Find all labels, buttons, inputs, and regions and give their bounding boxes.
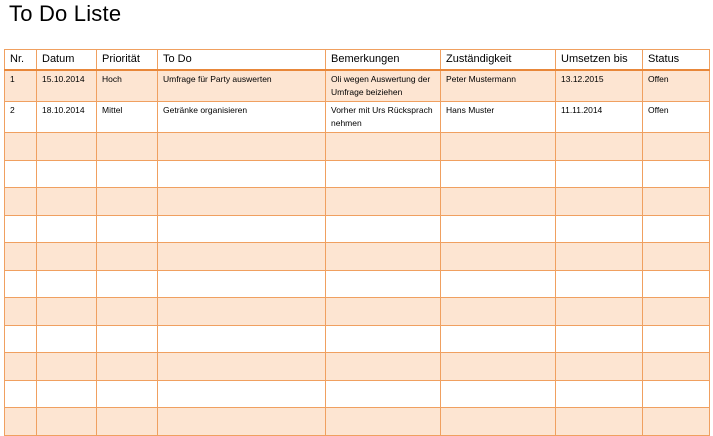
cell-zustaendigkeit[interactable] (441, 298, 556, 326)
cell-nr[interactable]: 2 (5, 102, 37, 133)
cell-status[interactable] (643, 325, 710, 353)
cell-status[interactable] (643, 160, 710, 188)
cell-bemerkungen[interactable] (326, 353, 441, 381)
cell-bemerkungen[interactable]: Vorher mit Urs Rücksprach nehmen (326, 102, 441, 133)
cell-status[interactable] (643, 380, 710, 408)
cell-umsetzen-bis[interactable] (556, 188, 643, 216)
cell-status[interactable] (643, 270, 710, 298)
cell-bemerkungen[interactable] (326, 160, 441, 188)
cell-nr[interactable] (5, 160, 37, 188)
cell-bemerkungen[interactable] (326, 298, 441, 326)
cell-status[interactable]: Offen (643, 70, 710, 102)
cell-todo[interactable]: Getränke organisieren (158, 102, 326, 133)
cell-nr[interactable] (5, 408, 37, 436)
cell-umsetzen-bis[interactable] (556, 408, 643, 436)
cell-bemerkungen[interactable] (326, 188, 441, 216)
empty-table-row[interactable] (5, 215, 710, 243)
cell-zustaendigkeit[interactable] (441, 325, 556, 353)
cell-umsetzen-bis[interactable]: 11.11.2014 (556, 102, 643, 133)
cell-status[interactable] (643, 133, 710, 161)
cell-zustaendigkeit[interactable] (441, 243, 556, 271)
table-row[interactable] (5, 70, 710, 102)
cell-todo[interactable] (158, 160, 326, 188)
cell-datum[interactable] (37, 160, 97, 188)
cell-prioritaet[interactable]: Hoch (97, 70, 158, 102)
cell-umsetzen-bis[interactable] (556, 133, 643, 161)
cell-zustaendigkeit[interactable] (441, 215, 556, 243)
cell-umsetzen-bis[interactable] (556, 270, 643, 298)
cell-prioritaet[interactable] (97, 353, 158, 381)
cell-zustaendigkeit[interactable] (441, 353, 556, 381)
empty-table-row[interactable] (5, 243, 710, 271)
cell-zustaendigkeit[interactable]: Peter Mustermann (441, 70, 556, 102)
cell-zustaendigkeit[interactable] (441, 408, 556, 436)
cell-zustaendigkeit[interactable] (441, 133, 556, 161)
column-header-umsetzen-bis: Umsetzen bis (556, 50, 643, 71)
cell-nr[interactable] (5, 270, 37, 298)
cell-prioritaet[interactable] (97, 215, 158, 243)
empty-table-row[interactable] (5, 133, 710, 161)
cell-prioritaet[interactable] (97, 160, 158, 188)
cell-umsetzen-bis[interactable] (556, 380, 643, 408)
cell-todo[interactable]: Umfrage für Party auswerten (158, 70, 326, 102)
cell-prioritaet[interactable] (97, 325, 158, 353)
cell-nr[interactable] (5, 133, 37, 161)
column-header-zustaendigkeit: Zuständigkeit (441, 50, 556, 71)
cell-umsetzen-bis[interactable]: 13.12.2015 (556, 70, 643, 102)
cell-umsetzen-bis[interactable] (556, 215, 643, 243)
cell-bemerkungen[interactable] (326, 325, 441, 353)
cell-prioritaet[interactable] (97, 243, 158, 271)
cell-zustaendigkeit[interactable] (441, 270, 556, 298)
cell-nr[interactable] (5, 380, 37, 408)
cell-umsetzen-bis[interactable] (556, 353, 643, 381)
cell-bemerkungen[interactable]: Oli wegen Auswertung der Umfrage beiziehen (326, 70, 441, 102)
cell-datum[interactable] (37, 408, 97, 436)
cell-nr[interactable] (5, 215, 37, 243)
cell-todo[interactable] (158, 408, 326, 436)
cell-bemerkungen[interactable] (326, 243, 441, 271)
cell-zustaendigkeit[interactable]: Hans Muster (441, 102, 556, 133)
cell-datum[interactable] (37, 353, 97, 381)
cell-bemerkungen[interactable] (326, 215, 441, 243)
cell-datum[interactable] (37, 188, 97, 216)
cell-todo[interactable] (158, 243, 326, 271)
cell-nr[interactable] (5, 188, 37, 216)
cell-prioritaet[interactable] (97, 270, 158, 298)
cell-umsetzen-bis[interactable] (556, 160, 643, 188)
cell-nr[interactable] (5, 298, 37, 326)
cell-todo[interactable] (158, 353, 326, 381)
empty-table-row[interactable] (5, 353, 710, 381)
cell-zustaendigkeit[interactable] (441, 380, 556, 408)
empty-table-row[interactable] (5, 270, 710, 298)
cell-status[interactable] (643, 215, 710, 243)
cell-todo[interactable] (158, 133, 326, 161)
cell-datum[interactable] (37, 298, 97, 326)
cell-datum[interactable] (37, 133, 97, 161)
cell-nr[interactable]: 1 (5, 70, 37, 102)
cell-prioritaet[interactable] (97, 298, 158, 326)
cell-datum[interactable] (37, 270, 97, 298)
cell-status[interactable] (643, 243, 710, 271)
cell-umsetzen-bis[interactable] (556, 298, 643, 326)
cell-bemerkungen[interactable] (326, 133, 441, 161)
column-header-bemerkungen: Bemerkungen (326, 50, 441, 71)
cell-umsetzen-bis[interactable] (556, 325, 643, 353)
cell-todo[interactable] (158, 325, 326, 353)
cell-todo[interactable] (158, 380, 326, 408)
cell-prioritaet[interactable] (97, 133, 158, 161)
cell-datum[interactable] (37, 325, 97, 353)
cell-status[interactable] (643, 188, 710, 216)
empty-table-row[interactable] (5, 188, 710, 216)
cell-nr[interactable] (5, 243, 37, 271)
cell-prioritaet[interactable]: Mittel (97, 102, 158, 133)
empty-table-row[interactable] (5, 325, 710, 353)
column-header-datum: Datum (37, 50, 97, 71)
cell-status[interactable] (643, 298, 710, 326)
cell-datum[interactable]: 15.10.2014 (37, 70, 97, 102)
cell-bemerkungen[interactable] (326, 408, 441, 436)
cell-status[interactable]: Offen (643, 102, 710, 133)
cell-prioritaet[interactable] (97, 188, 158, 216)
column-header-todo: To Do (158, 50, 326, 71)
cell-todo[interactable] (158, 215, 326, 243)
cell-zustaendigkeit[interactable] (441, 160, 556, 188)
cell-nr[interactable] (5, 353, 37, 381)
column-header-nr: Nr. (5, 50, 37, 71)
header-row (5, 50, 710, 71)
cell-todo[interactable] (158, 298, 326, 326)
column-header-status: Status (643, 50, 710, 71)
cell-bemerkungen[interactable] (326, 270, 441, 298)
empty-table-row[interactable] (5, 380, 710, 408)
empty-table-row[interactable] (5, 298, 710, 326)
empty-table-row[interactable] (5, 160, 710, 188)
cell-bemerkungen[interactable] (326, 380, 441, 408)
cell-nr[interactable] (5, 325, 37, 353)
table-row[interactable] (5, 102, 710, 133)
cell-todo[interactable] (158, 270, 326, 298)
cell-todo[interactable] (158, 188, 326, 216)
empty-table-row[interactable] (5, 408, 710, 436)
cell-umsetzen-bis[interactable] (556, 243, 643, 271)
cell-datum[interactable]: 18.10.2014 (37, 102, 97, 133)
cell-datum[interactable] (37, 380, 97, 408)
cell-status[interactable] (643, 408, 710, 436)
page-title: To Do Liste (9, 1, 122, 26)
cell-prioritaet[interactable] (97, 380, 158, 408)
cell-zustaendigkeit[interactable] (441, 188, 556, 216)
column-header-prioritaet: Priorität (97, 50, 158, 71)
cell-status[interactable] (643, 353, 710, 381)
cell-datum[interactable] (37, 215, 97, 243)
cell-datum[interactable] (37, 243, 97, 271)
cell-prioritaet[interactable] (97, 408, 158, 436)
todo-table (4, 49, 710, 436)
